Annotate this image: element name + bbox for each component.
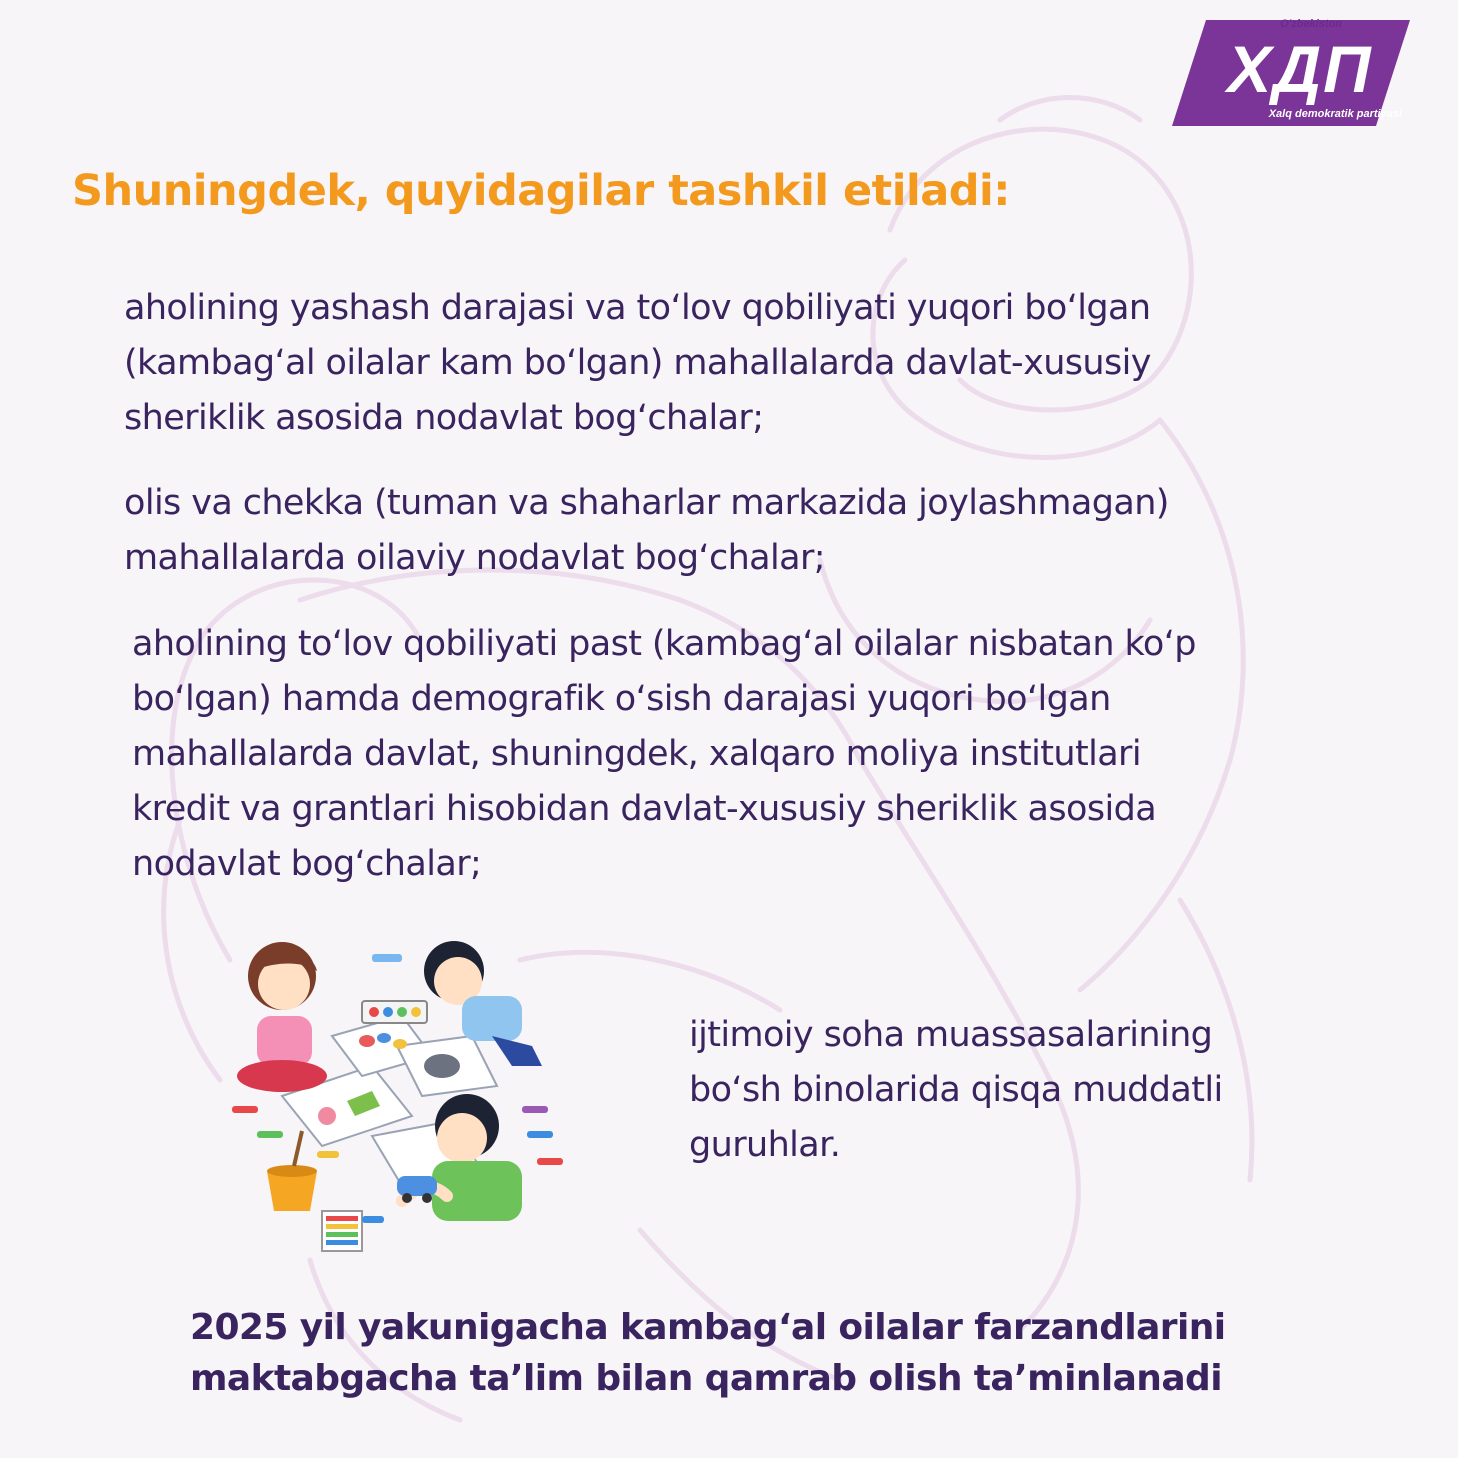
list-item xyxy=(689,1008,1389,1173)
list-item-line: mahallalarda davlat, shuningdek, xalqaro moliya institutlari xyxy=(132,734,1141,774)
list-item xyxy=(124,476,1404,586)
list-item-line: aholining yashash darajasi va to‘lov qobiliyati yuqori bo‘lgan xyxy=(124,288,1151,328)
list-item-line: aholining to‘lov qobiliyati past (kambag‘al oilalar nisbatan ko‘p xyxy=(132,624,1196,664)
footer-statement xyxy=(190,1302,1340,1404)
page-title: Shuningdek, quyidagilar tashkil etiladi: xyxy=(72,166,1010,216)
list-item xyxy=(124,281,1404,446)
footer-line: maktabgacha ta’lim bilan qamrab olish ta’minlanadi xyxy=(190,1358,1222,1399)
logo-subtitle-text: Xalq demokratik partiyasi xyxy=(1268,108,1402,120)
logo-mark-text: ХДП xyxy=(1227,32,1373,106)
list-item-line: nodavlat bog‘chalar; xyxy=(132,844,482,884)
list-item-line: bo‘lgan) hamda demografik o‘sish darajasi yuqori bo‘lgan xyxy=(132,679,1111,719)
list-item-line: mahallalarda oilaviy nodavlat bog‘chalar; xyxy=(124,538,825,578)
list-item-line: bo‘sh binolarida qisqa muddatli xyxy=(689,1070,1223,1110)
list-item-line: ijtimoiy soha muassasalarining xyxy=(689,1015,1213,1055)
list-item-line: guruhlar. xyxy=(689,1125,841,1165)
logo-country-text: O'zbekiston xyxy=(1280,18,1342,30)
children-drawing-illustration xyxy=(222,926,582,1256)
list-item-line: sheriklik asosida nodavlat bog‘chalar; xyxy=(124,398,764,438)
list-item-line: olis va chekka (tuman va shaharlar markazida joylashmagan) xyxy=(124,483,1169,523)
list-item xyxy=(132,617,1432,892)
list-item-line: (kambag‘al oilalar kam bo‘lgan) mahallalarda davlat-xususiy xyxy=(124,343,1151,383)
list-item-line: kredit va grantlari hisobidan davlat-xususiy sheriklik asosida xyxy=(132,789,1157,829)
footer-line: 2025 yil yakunigacha kambag‘al oilalar farzandlarini xyxy=(190,1307,1226,1348)
